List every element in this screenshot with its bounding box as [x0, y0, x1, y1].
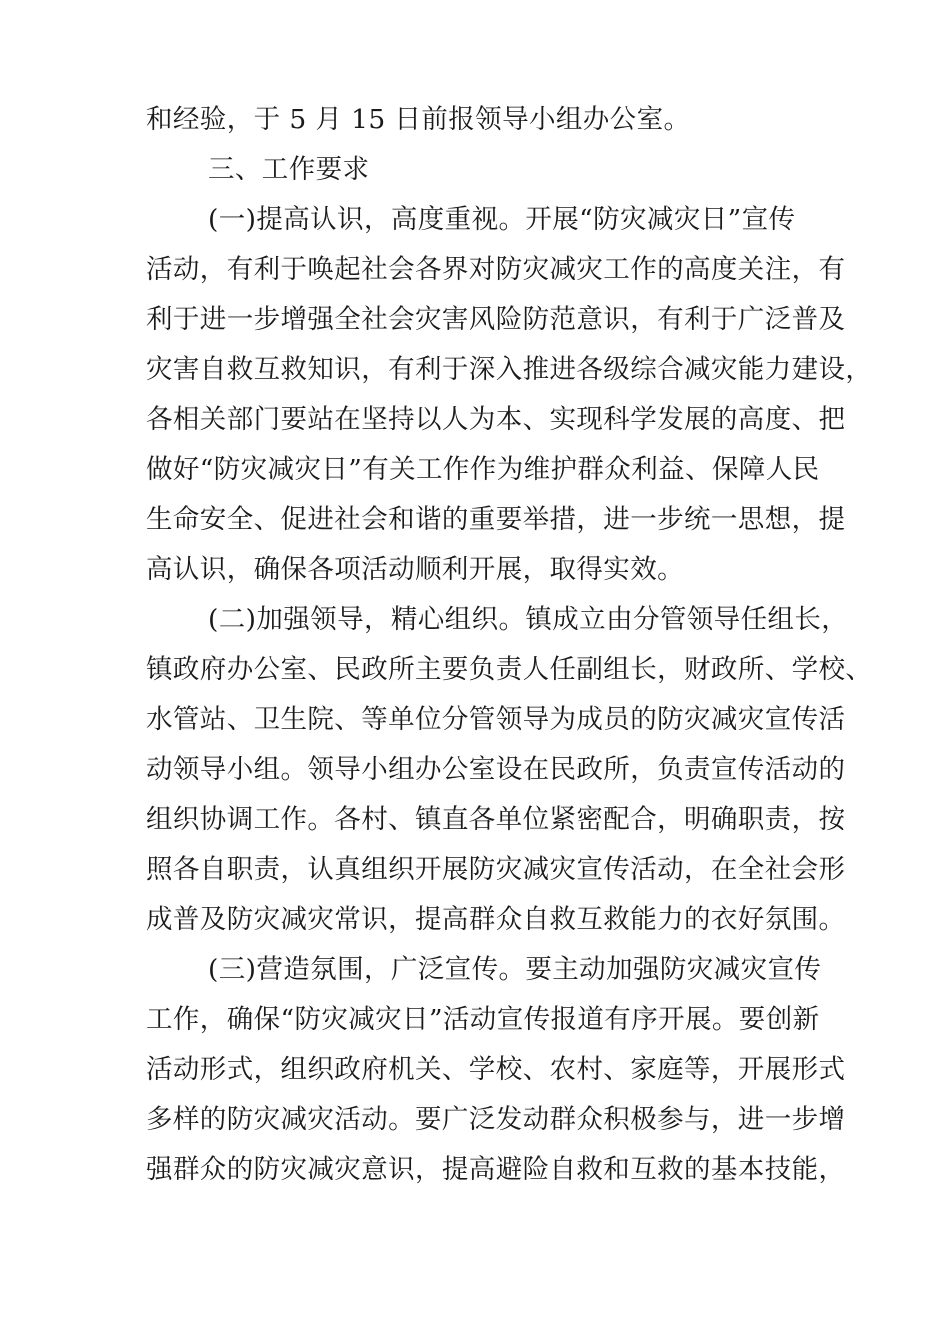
paragraph-start: (二)加强领导，精心组织。镇成立由分管领导任组长， [208, 604, 849, 635]
text-line: 多样的防灾减灾活动。要广泛发动群众积极参与，进一步增 [146, 1104, 846, 1135]
text-line: 和经验，于 5 月 15 日前报领导小组办公室。 [146, 104, 691, 135]
text-line: 水管站、卫生院、等单位分管领导为成员的防灾减灾宣传活 [146, 704, 846, 735]
text-line: 组织协调工作。各村、镇直各单位紧密配合，明确职责，按 [146, 804, 846, 835]
text-line: 做好“防灾减灾日”有关工作作为维护群众利益、保障人民 [146, 454, 820, 485]
text-line: 工作，确保“防灾减灾日”活动宣传报道有序开展。要创新 [146, 1004, 820, 1035]
paragraph-start: (一)提高认识，高度重视。开展“防灾减灾日”宣传 [208, 204, 796, 235]
text-line: 利于进一步增强全社会灾害风险防范意识，有利于广泛普及 [146, 304, 846, 335]
text-line: 高认识，确保各项活动顺利开展，取得实效。 [146, 554, 684, 585]
text-line: 镇政府办公室、民政所主要负责人任副组长，财政所、学校、 [146, 654, 873, 685]
paragraph-start: (三)营造氛围，广泛宣传。要主动加强防灾减灾宣传 [208, 954, 822, 985]
text-line: 活动形式，组织政府机关、学校、农村、家庭等，开展形式 [146, 1054, 846, 1085]
text-line: 各相关部门要站在坚持以人为本、实现科学发展的高度、把 [146, 404, 846, 435]
text-line: 照各自职责，认真组织开展防灾减灾宣传活动，在全社会形 [146, 854, 846, 885]
section-heading: 三、工作要求 [208, 154, 370, 185]
text-line: 灾害自救互救知识，有利于深入推进各级综合减灾能力建设， [146, 354, 873, 385]
text-line: 强群众的防灾减灾意识，提高避险自救和互救的基本技能， [146, 1154, 846, 1185]
text-line: 生命安全、促进社会和谐的重要举措，进一步统一思想，提 [146, 504, 846, 535]
text-line: 成普及防灾减灾常识，提高群众自救互救能力的衣好氛围。 [146, 904, 846, 935]
text-line: 动领导小组。领导小组办公室设在民政所，负责宣传活动的 [146, 754, 846, 785]
text-line: 活动，有利于唤起社会各界对防灾减灾工作的高度关注，有 [146, 254, 846, 285]
